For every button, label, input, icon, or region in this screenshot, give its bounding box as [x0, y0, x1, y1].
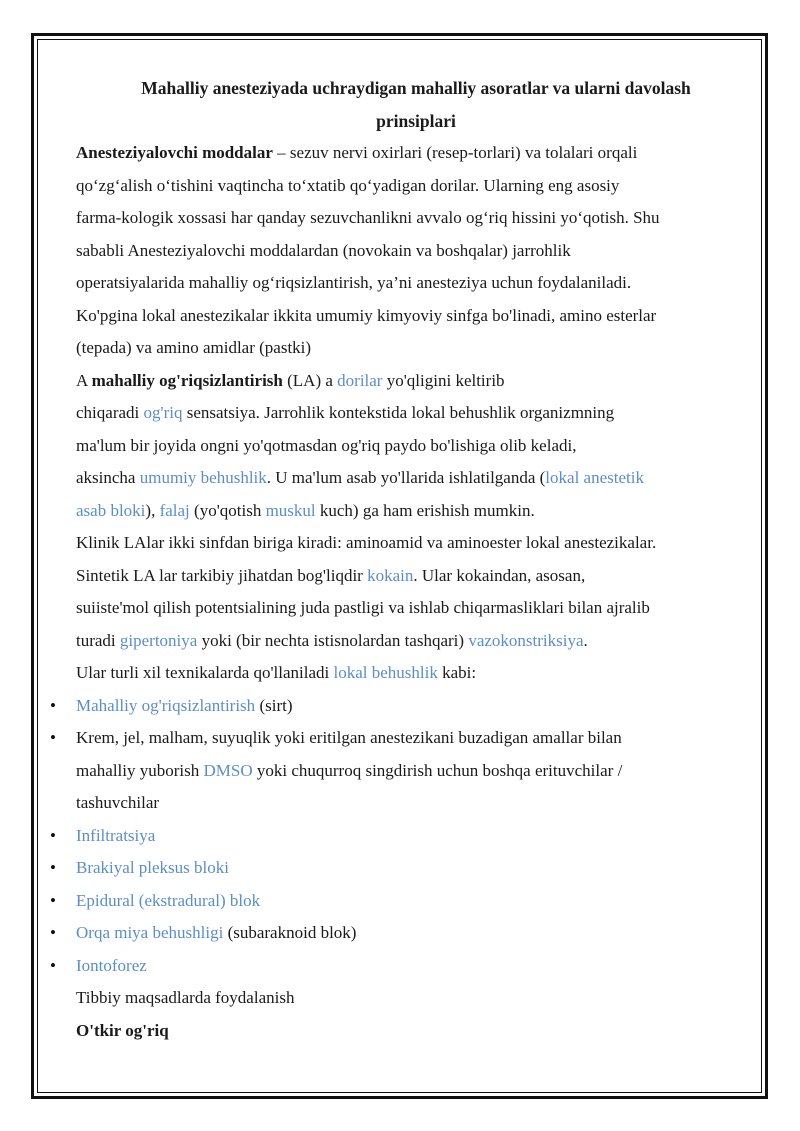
document-title	[104, 72, 728, 137]
link-muskul[interactable]: muskul	[265, 500, 316, 520]
term-anesthetics: Anesteziyalovchi moddalar	[76, 143, 273, 162]
link-ogriq[interactable]: og'riq	[143, 403, 183, 422]
paragraph-anesthetics-definition: Anesteziyalovchi moddalar – sezuv nervi oxirlari (resep-torlari) va tolalari orqali qo‘zg‘alish o‘tishini vaqtincha to‘xtatib qo‘yadigan dorilar. Ularning eng asosiy farma-kologik xossasi har qanday sezuvchanlikni avvalo og‘riq hissini yo‘qotish. Shu sababli Anesteziyalovchi moddalardan (novokain va boshqalar) jarrohlik operatsiyalarida mahalliy og‘riqsizlantirish, ya’ni anesteziya uchun foydalaniladi.	[76, 143, 660, 292]
list-item	[76, 950, 728, 983]
link-infiltratsiya[interactable]: Infiltratsiya	[76, 825, 156, 845]
paragraph-local-anesthesia: A mahalliy og'riqsizlantirish (LA) a dorilar yo'qligini keltirib chiqaradi og'riq sensatsiya. Jarrohlik kontekstida lokal behushlik organizmning ma'lum bir joyida ongni yo'qotmasdan og'riq paydo bo'lishiga olib keladi, aksincha umumiy behushlik. U ma'lum asab yo'llarida ishlatilganda (lokal anestetik asab bloki), falaj (yo'qotish muskul kuch) ga ham erishish mumkin.	[76, 370, 644, 520]
list-item: • Krem, jel, malham, suyuqlik yoki eritilgan anestezikani buzadigan amallar bilan mahalliy yuborish DMSO yoki chuqurroq singdirish uchun boshqa erituvchilar / tashuvchilar	[76, 722, 728, 820]
link-dmso[interactable]: DMSO	[203, 760, 253, 780]
link-vazokonstriksiya[interactable]: vazokonstriksiya	[468, 630, 584, 650]
link-asab-bloki[interactable]: asab bloki	[76, 500, 146, 520]
link-epidural-blok[interactable]: Epidural (ekstradural) blok	[76, 890, 261, 910]
title-line-2: prinsiplari	[376, 110, 456, 131]
link-lokal-behushlik[interactable]: lokal behushlik	[333, 663, 438, 682]
link-brakiyal-pleksus-bloki[interactable]: Brakiyal pleksus bloki	[76, 858, 229, 877]
title-line-1: Mahalliy anesteziyada uchraydigan mahalliy asoratlar va ularni davolash	[141, 78, 691, 98]
link-umumiy-behushlik[interactable]: umumiy behushlik	[139, 468, 267, 487]
link-orqa-miya-behushligi[interactable]: Orqa miya behushligi	[76, 923, 224, 942]
section-heading-acute-pain: O'tkir og'riq	[76, 1020, 169, 1040]
paragraph-chemical-classes: Ko'pgina lokal anestezikalar ikkita umumiy kimyoviy sinfga bo'linadi, amino esterlar (tepada) va amino amidlar (pastki)	[76, 305, 657, 357]
link-lokal-anestetik[interactable]: lokal anestetik	[545, 468, 644, 487]
paragraph-clinical-classes: Klinik LAlar ikki sinfdan biriga kiradi: aminoamid va aminoester lokal anestezikalar. Sintetik LA lar tarkibiy jihatdan bog'liqdir kokain. Ular kokaindan, asosan, suiiste'mol qilish potentsialining juda pastligi va ishlab chiqarmasliklari bilan ajralib turadi gipertoniya yoki (bir nechta istisnolardan tashqari) vazokonstriksiya.	[76, 533, 657, 650]
techniques-list	[76, 690, 728, 983]
term-local-anesthesia: mahalliy og'riqsizlantirish	[91, 370, 283, 390]
list-item: • Orqa miya behushligi (subaraknoid blok)	[76, 917, 728, 950]
list-item: • Mahalliy og'riqsizlantirish (sirt)	[76, 690, 728, 723]
link-kokain[interactable]: kokain	[367, 565, 414, 585]
list-item	[76, 852, 728, 885]
paragraph-techniques-intro: Ular turli xil texnikalarda qo'llaniladi lokal behushlik kabi:	[76, 663, 477, 682]
link-dorilar[interactable]: dorilar	[337, 370, 383, 390]
link-falaj[interactable]: falaj	[159, 500, 190, 520]
list-item	[76, 885, 728, 918]
link-gipertoniya[interactable]: gipertoniya	[119, 630, 198, 650]
paragraph-medical-use: Tibbiy maqsadlarda foydalanish	[76, 988, 295, 1007]
list-item	[76, 820, 728, 853]
link-mahalliy-ogriqsizlantirish[interactable]: Mahalliy og'riqsizlantirish	[76, 695, 256, 715]
link-iontoforez[interactable]: Iontoforez	[76, 955, 147, 975]
document-body	[76, 72, 728, 1047]
